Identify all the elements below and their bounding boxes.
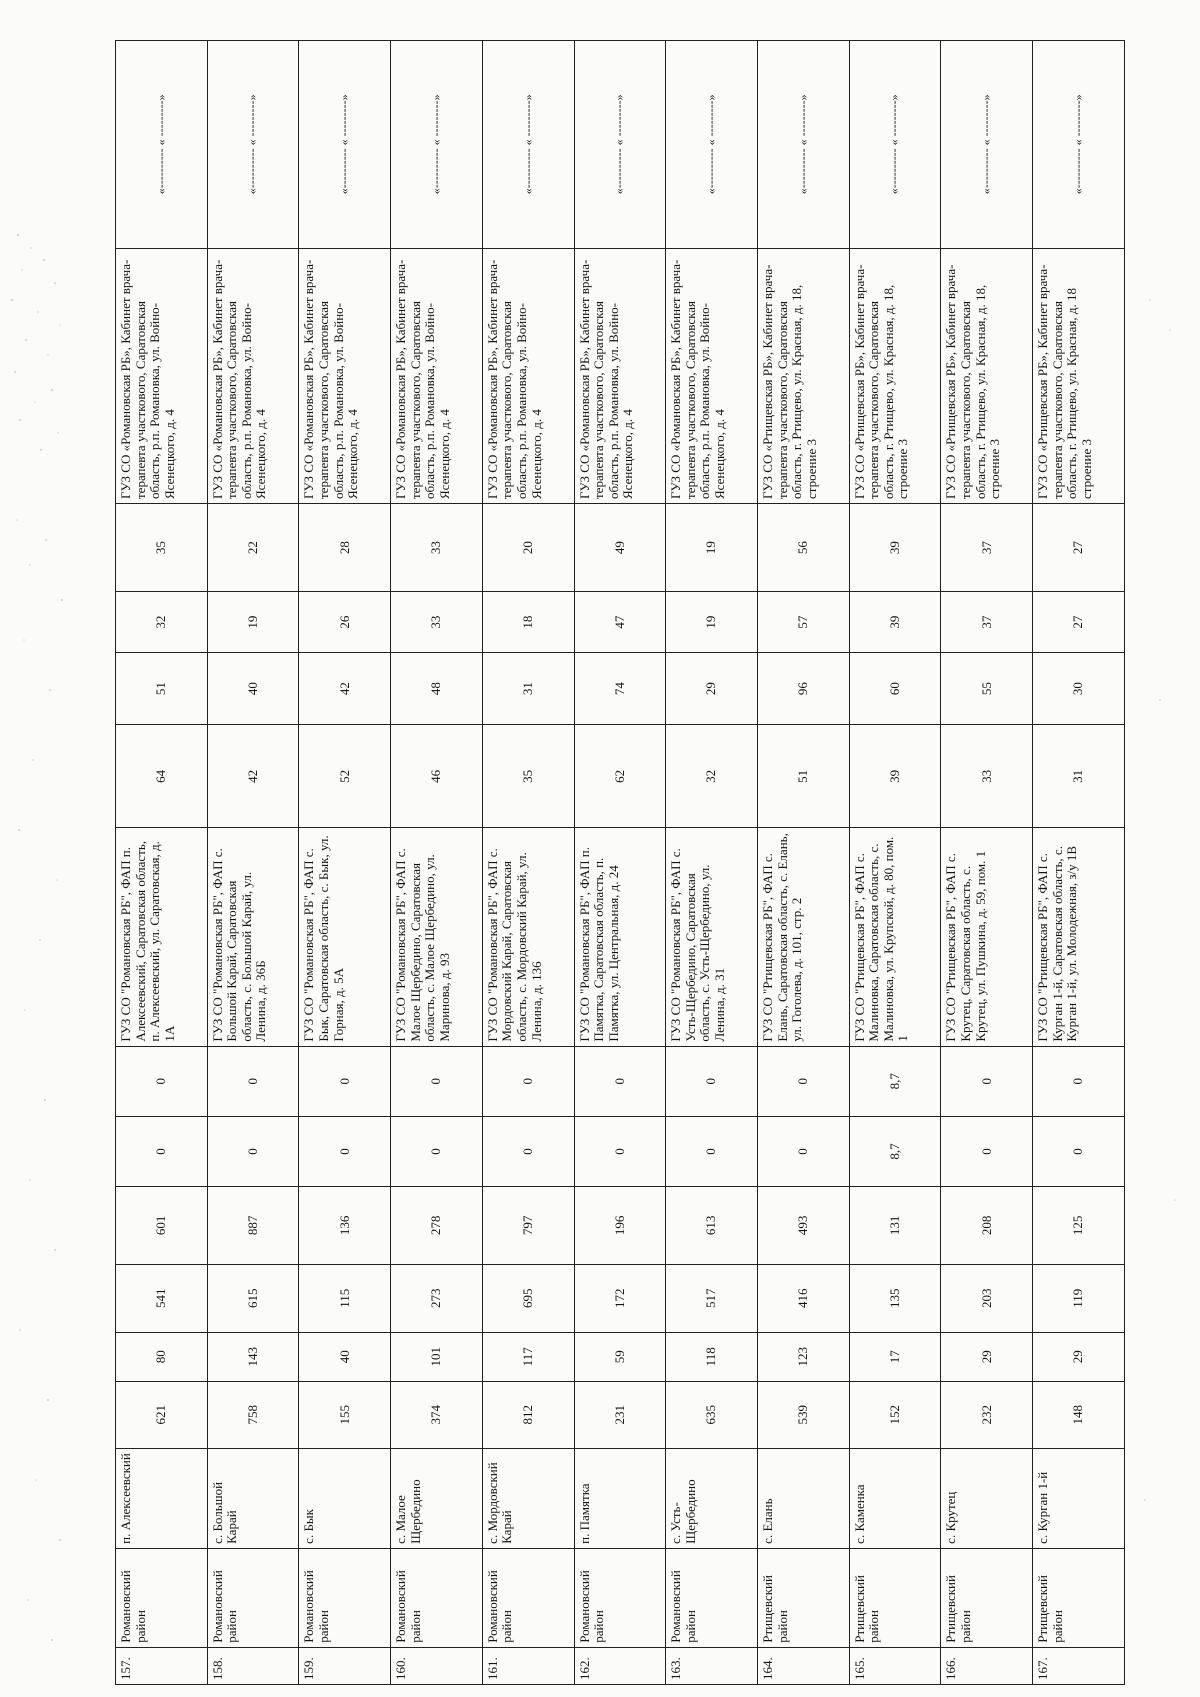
ditto-mark-cell: «---------- « ---------» bbox=[299, 41, 391, 249]
district-cell: Ртищевский район bbox=[758, 1548, 850, 1647]
district-cell: Романовский район bbox=[299, 1548, 391, 1647]
row-number: 165. bbox=[849, 1647, 941, 1684]
value-cell: 0 bbox=[482, 1116, 574, 1186]
district-cell: Романовский район bbox=[482, 1548, 574, 1647]
population-cell: 758 bbox=[207, 1381, 299, 1448]
value-cell: 30 bbox=[1033, 652, 1125, 724]
value-cell: 39 bbox=[849, 504, 941, 592]
value-cell: 64 bbox=[116, 725, 208, 828]
clinic-address-cell: ГУЗ СО «Романовская РБ», Кабинет врача-терапевта участкового, Саратовская область, р.п. Романовка, ул. Войно-Ясенецкого, д. 4 bbox=[482, 248, 574, 503]
value-cell: 27 bbox=[1033, 504, 1125, 592]
population-cell: 635 bbox=[666, 1381, 758, 1448]
clinic-address-cell: ГУЗ СО «Ртищевская РБ», Кабинет врача-терапевта участкового, Саратовская область, г. Ртищево, ул. Красная, д. 18, строение 3 bbox=[849, 248, 941, 503]
value-cell: 19 bbox=[666, 592, 758, 653]
district-cell: Романовский район bbox=[666, 1548, 758, 1647]
value-cell: 96 bbox=[758, 652, 850, 724]
clinic-address-cell: ГУЗ СО «Романовская РБ», Кабинет врача-терапевта участкового, Саратовская область, р.п. Романовка, ул. Войно-Ясенецкого, д. 4 bbox=[391, 248, 483, 503]
value-cell: 55 bbox=[941, 652, 1033, 724]
settlement-cell: с. Бык bbox=[299, 1448, 391, 1548]
value-cell: 8,7 bbox=[849, 1046, 941, 1116]
value-cell: 42 bbox=[299, 652, 391, 724]
value-cell: 19 bbox=[666, 504, 758, 592]
clinic-address-cell: ГУЗ СО «Ртищевская РБ», Кабинет врача-терапевта участкового, Саратовская область, г. Ртищево, ул. Красная, д. 18, строение 3 bbox=[941, 248, 1033, 503]
clinic-address-cell: ГУЗ СО «Романовская РБ», Кабинет врача-терапевта участкового, Саратовская область, р.п. Романовка, ул. Войно-Ясенецкого, д. 4 bbox=[666, 248, 758, 503]
value-cell: 47 bbox=[574, 592, 666, 653]
value-cell: 0 bbox=[207, 1046, 299, 1116]
district-cell: Ртищевский район bbox=[849, 1548, 941, 1647]
clinic-address-cell: ГУЗ СО «Романовская РБ», Кабинет врача-терапевта участкового, Саратовская область, р.п. Романовка, ул. Войно-Ясенецкого, д. 4 bbox=[207, 248, 299, 503]
value-cell: 0 bbox=[574, 1116, 666, 1186]
district-cell: Романовский район bbox=[391, 1548, 483, 1647]
population-cell: 152 bbox=[849, 1381, 941, 1448]
fap-address-cell: ГУЗ СО "Ртищевская РБ", ФАП с. Елань, Саратовская область, с. Елань, ул. Гоголева, д. 101, стр. 2 bbox=[758, 828, 850, 1046]
value-cell: 56 bbox=[758, 504, 850, 592]
value-cell: 52 bbox=[299, 725, 391, 828]
value-cell: 0 bbox=[116, 1046, 208, 1116]
fap-address-cell: ГУЗ СО "Ртищевская РБ", ФАП с. Малиновка, Саратовская область, с. Малиновка, ул. Крупской, д. 80, пом. 1 bbox=[849, 828, 941, 1046]
value-cell: 31 bbox=[482, 652, 574, 724]
population-cell: 374 bbox=[391, 1381, 483, 1448]
row-number: 167. bbox=[1033, 1647, 1125, 1684]
value-cell: 278 bbox=[391, 1187, 483, 1265]
value-cell: 0 bbox=[941, 1116, 1033, 1186]
value-cell: 33 bbox=[391, 504, 483, 592]
value-cell: 0 bbox=[574, 1046, 666, 1116]
population-cell: 232 bbox=[941, 1381, 1033, 1448]
ditto-mark-cell: «---------- « ---------» bbox=[758, 41, 850, 249]
ditto-mark-cell: «---------- « ---------» bbox=[1033, 41, 1125, 249]
clinic-address-cell: ГУЗ СО «Ртищевская РБ», Кабинет врача-терапевта участкового, Саратовская область, г. Ртищево, ул. Красная, д. 18, строение 3 bbox=[758, 248, 850, 503]
ditto-mark-cell: «---------- « ---------» bbox=[849, 41, 941, 249]
value-cell: 42 bbox=[207, 725, 299, 828]
table-body bbox=[116, 41, 1125, 1685]
ditto-mark-cell: «---------- « ---------» bbox=[574, 41, 666, 249]
value-cell: 80 bbox=[116, 1332, 208, 1381]
row-number: 161. bbox=[482, 1647, 574, 1684]
row-number: 166. bbox=[941, 1647, 1033, 1684]
district-cell: Ртищевский район bbox=[941, 1548, 1033, 1647]
value-cell: 135 bbox=[849, 1264, 941, 1332]
row-number: 158. bbox=[207, 1647, 299, 1684]
value-cell: 28 bbox=[299, 504, 391, 592]
value-cell: 17 bbox=[849, 1332, 941, 1381]
value-cell: 35 bbox=[116, 504, 208, 592]
value-cell: 33 bbox=[941, 725, 1033, 828]
value-cell: 0 bbox=[299, 1116, 391, 1186]
settlement-cell: с. Мордовский Карай bbox=[482, 1448, 574, 1548]
value-cell: 37 bbox=[941, 504, 1033, 592]
value-cell: 22 bbox=[207, 504, 299, 592]
value-cell: 143 bbox=[207, 1332, 299, 1381]
fap-address-cell: ГУЗ СО "Ртищевская РБ", ФАП с. Курган 1-й, Саратовская область, с. Курган 1-й, ул. Молодежная, з/у 1В bbox=[1033, 828, 1125, 1046]
rotated-page bbox=[115, 40, 1125, 1685]
value-cell: 40 bbox=[299, 1332, 391, 1381]
population-cell: 148 bbox=[1033, 1381, 1125, 1448]
district-cell: Романовский район bbox=[116, 1548, 208, 1647]
value-cell: 49 bbox=[574, 504, 666, 592]
value-cell: 0 bbox=[666, 1046, 758, 1116]
value-cell: 31 bbox=[1033, 725, 1125, 828]
settlement-cell: п. Алексеевский bbox=[116, 1448, 208, 1548]
value-cell: 115 bbox=[299, 1264, 391, 1332]
value-cell: 613 bbox=[666, 1187, 758, 1265]
value-cell: 797 bbox=[482, 1187, 574, 1265]
value-cell: 48 bbox=[391, 652, 483, 724]
ditto-mark-cell: «---------- « ---------» bbox=[207, 41, 299, 249]
district-cell: Романовский район bbox=[574, 1548, 666, 1647]
fap-address-cell: ГУЗ СО "Романовская РБ", ФАП п. Алексеевский, Саратовская область, п. Алексеевский, ул. Саратовская, д. 1А bbox=[116, 828, 208, 1046]
value-cell: 136 bbox=[299, 1187, 391, 1265]
table-row bbox=[299, 41, 391, 1685]
settlement-cell: с. Крутец bbox=[941, 1448, 1033, 1548]
ditto-mark-cell: «---------- « ---------» bbox=[482, 41, 574, 249]
value-cell: 101 bbox=[391, 1332, 483, 1381]
value-cell: 125 bbox=[1033, 1187, 1125, 1265]
value-cell: 0 bbox=[207, 1116, 299, 1186]
value-cell: 29 bbox=[941, 1332, 1033, 1381]
value-cell: 0 bbox=[758, 1116, 850, 1186]
population-cell: 812 bbox=[482, 1381, 574, 1448]
fap-address-cell: ГУЗ СО "Романовская РБ", ФАП п. Памятка, Саратовская область, п. Памятка, ул. Центральная, д. 24 bbox=[574, 828, 666, 1046]
settlement-cell: п. Памятка bbox=[574, 1448, 666, 1548]
settlement-cell: с. Каменка bbox=[849, 1448, 941, 1548]
value-cell: 208 bbox=[941, 1187, 1033, 1265]
value-cell: 40 bbox=[207, 652, 299, 724]
value-cell: 62 bbox=[574, 725, 666, 828]
row-number: 162. bbox=[574, 1647, 666, 1684]
settlement-cell: с. Елань bbox=[758, 1448, 850, 1548]
value-cell: 601 bbox=[116, 1187, 208, 1265]
value-cell: 8,7 bbox=[849, 1116, 941, 1186]
ditto-mark-cell: «---------- « ---------» bbox=[116, 41, 208, 249]
value-cell: 29 bbox=[666, 652, 758, 724]
ditto-mark-cell: «---------- « ---------» bbox=[941, 41, 1033, 249]
table-row bbox=[116, 41, 208, 1685]
district-cell: Ртищевский район bbox=[1033, 1548, 1125, 1647]
value-cell: 20 bbox=[482, 504, 574, 592]
fap-address-cell: ГУЗ СО "Романовская РБ", ФАП с. Малое Щербедино, Саратовская область, с. Малое Щербедино, ул. Маринова, д. 93 bbox=[391, 828, 483, 1046]
fap-address-cell: ГУЗ СО "Романовская РБ", ФАП с. Большой Карай, Саратовская область, с. Большой Карай, ул. Ленина, д. 36Б bbox=[207, 828, 299, 1046]
settlement-cell: с. Большой Карай bbox=[207, 1448, 299, 1548]
value-cell: 0 bbox=[299, 1046, 391, 1116]
table-row bbox=[482, 41, 574, 1685]
clinic-address-cell: ГУЗ СО «Романовская РБ», Кабинет врача-терапевта участкового, Саратовская область, р.п. Романовка, ул. Войно-Ясенецкого, д. 4 bbox=[299, 248, 391, 503]
clinic-address-cell: ГУЗ СО «Романовская РБ», Кабинет врача-терапевта участкового, Саратовская область, р.п. Романовка, ул. Войно-Ясенецкого, д. 4 bbox=[116, 248, 208, 503]
population-cell: 539 bbox=[758, 1381, 850, 1448]
district-cell: Романовский район bbox=[207, 1548, 299, 1647]
value-cell: 172 bbox=[574, 1264, 666, 1332]
value-cell: 0 bbox=[391, 1046, 483, 1116]
value-cell: 273 bbox=[391, 1264, 483, 1332]
row-number: 163. bbox=[666, 1647, 758, 1684]
value-cell: 203 bbox=[941, 1264, 1033, 1332]
value-cell: 33 bbox=[391, 592, 483, 653]
value-cell: 35 bbox=[482, 725, 574, 828]
population-cell: 621 bbox=[116, 1381, 208, 1448]
value-cell: 19 bbox=[207, 592, 299, 653]
value-cell: 26 bbox=[299, 592, 391, 653]
row-number: 160. bbox=[391, 1647, 483, 1684]
table-row bbox=[758, 41, 850, 1685]
value-cell: 18 bbox=[482, 592, 574, 653]
value-cell: 32 bbox=[666, 725, 758, 828]
value-cell: 416 bbox=[758, 1264, 850, 1332]
value-cell: 0 bbox=[1033, 1046, 1125, 1116]
value-cell: 0 bbox=[758, 1046, 850, 1116]
settlement-cell: с. Усть-Щербедино bbox=[666, 1448, 758, 1548]
fap-address-cell: ГУЗ СО "Романовская РБ", ФАП с. Мордовский Карай, Саратовская область, с. Мордовский Карай, ул. Ленина, д. 136 bbox=[482, 828, 574, 1046]
value-cell: 57 bbox=[758, 592, 850, 653]
fap-address-cell: ГУЗ СО "Романовская РБ", ФАП с. Усть-Щербедино, Саратовская область, с. Усть-Щербедино, ул. Ленина, д. 31 bbox=[666, 828, 758, 1046]
value-cell: 74 bbox=[574, 652, 666, 724]
row-number: 159. bbox=[299, 1647, 391, 1684]
population-cell: 231 bbox=[574, 1381, 666, 1448]
value-cell: 59 bbox=[574, 1332, 666, 1381]
value-cell: 517 bbox=[666, 1264, 758, 1332]
value-cell: 119 bbox=[1033, 1264, 1125, 1332]
value-cell: 0 bbox=[666, 1116, 758, 1186]
value-cell: 887 bbox=[207, 1187, 299, 1265]
table-row bbox=[849, 41, 941, 1685]
value-cell: 117 bbox=[482, 1332, 574, 1381]
value-cell: 0 bbox=[482, 1046, 574, 1116]
value-cell: 46 bbox=[391, 725, 483, 828]
table-row bbox=[666, 41, 758, 1685]
value-cell: 39 bbox=[849, 592, 941, 653]
table-row bbox=[941, 41, 1033, 1685]
fap-address-cell: ГУЗ СО "Ртищевская РБ", ФАП с. Крутец, Саратовская область, с. Крутец, ул. Пушкина, д. 59, пом. 1 bbox=[941, 828, 1033, 1046]
value-cell: 0 bbox=[116, 1116, 208, 1186]
row-number: 157. bbox=[116, 1647, 208, 1684]
value-cell: 32 bbox=[116, 592, 208, 653]
ditto-mark-cell: «---------- « ---------» bbox=[666, 41, 758, 249]
population-cell: 155 bbox=[299, 1381, 391, 1448]
value-cell: 118 bbox=[666, 1332, 758, 1381]
value-cell: 29 bbox=[1033, 1332, 1125, 1381]
value-cell: 0 bbox=[391, 1116, 483, 1186]
value-cell: 39 bbox=[849, 725, 941, 828]
value-cell: 695 bbox=[482, 1264, 574, 1332]
value-cell: 493 bbox=[758, 1187, 850, 1265]
row-number: 164. bbox=[758, 1647, 850, 1684]
value-cell: 60 bbox=[849, 652, 941, 724]
value-cell: 615 bbox=[207, 1264, 299, 1332]
value-cell: 0 bbox=[1033, 1116, 1125, 1186]
settlement-cell: с. Малое Щербедино bbox=[391, 1448, 483, 1548]
table-row bbox=[574, 41, 666, 1685]
value-cell: 51 bbox=[116, 652, 208, 724]
settlement-cell: с. Курган 1-й bbox=[1033, 1448, 1125, 1548]
value-cell: 123 bbox=[758, 1332, 850, 1381]
value-cell: 37 bbox=[941, 592, 1033, 653]
value-cell: 27 bbox=[1033, 592, 1125, 653]
ditto-mark-cell: «---------- « ---------» bbox=[391, 41, 483, 249]
value-cell: 51 bbox=[758, 725, 850, 828]
table-row bbox=[207, 41, 299, 1685]
value-cell: 196 bbox=[574, 1187, 666, 1265]
data-table bbox=[115, 40, 1125, 1685]
table-row bbox=[1033, 41, 1125, 1685]
value-cell: 541 bbox=[116, 1264, 208, 1332]
table-row bbox=[391, 41, 483, 1685]
fap-address-cell: ГУЗ СО "Романовская РБ", ФАП с. Бык, Саратовская область, с. Бык, ул. Горная, д. 5А bbox=[299, 828, 391, 1046]
clinic-address-cell: ГУЗ СО «Ртищевская РБ», Кабинет врача-терапевта участкового, Саратовская область, г. Ртищево, ул. Красная, д. 18 строение 3 bbox=[1033, 248, 1125, 503]
value-cell: 0 bbox=[941, 1046, 1033, 1116]
clinic-address-cell: ГУЗ СО «Романовская РБ», Кабинет врача-терапевта участкового, Саратовская область, р.п. Романовка, ул. Войно-Ясенецкого, д. 4 bbox=[574, 248, 666, 503]
value-cell: 131 bbox=[849, 1187, 941, 1265]
